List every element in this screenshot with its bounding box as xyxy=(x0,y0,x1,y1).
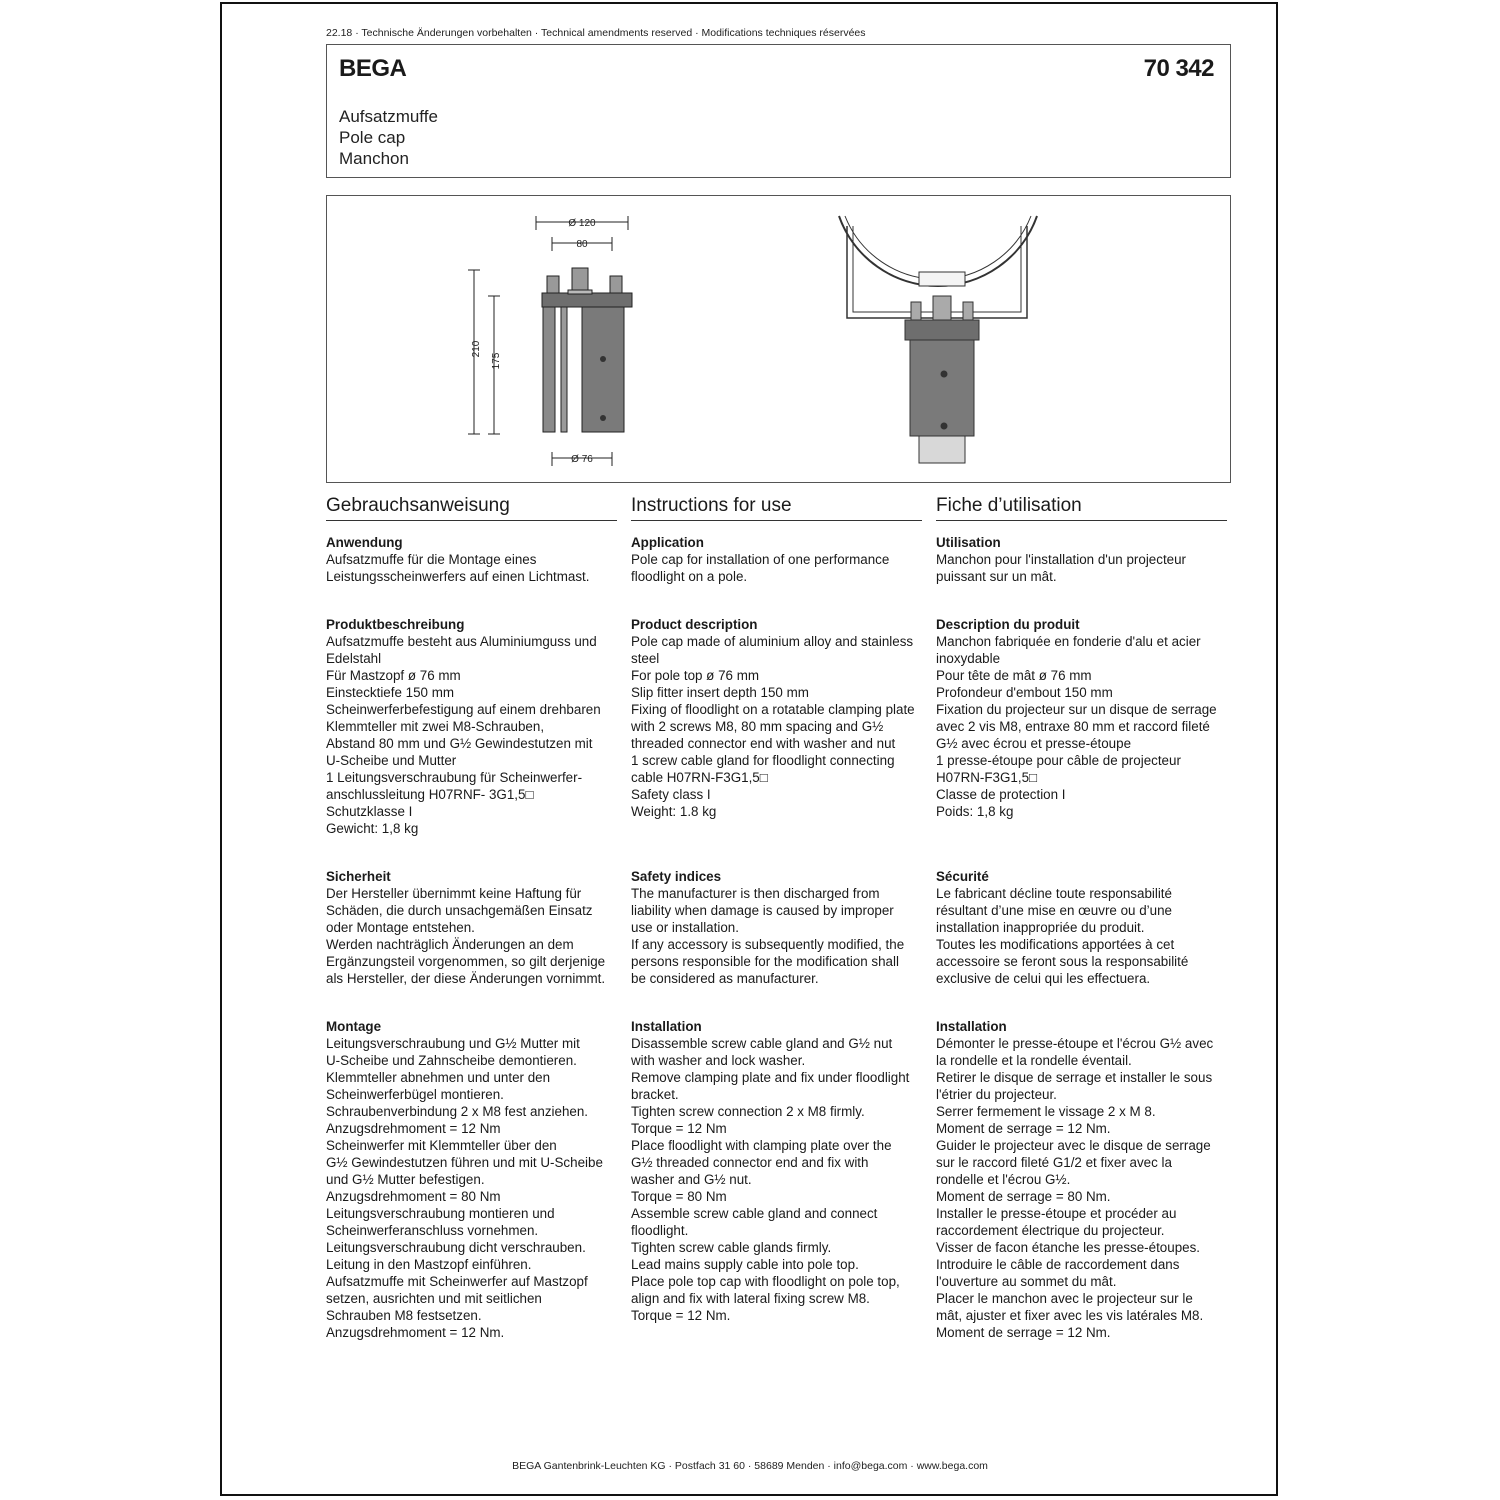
text-line: Klemmteller abnehmen und unter den xyxy=(326,1070,551,1085)
text-line: use or installation. xyxy=(631,920,739,935)
section-heading: Sicherheit xyxy=(326,869,391,884)
text-line: 1 Leitungsverschraubung für Scheinwerfer- xyxy=(326,770,583,785)
product-name-de: Aufsatzmuffe xyxy=(339,107,438,126)
text-line: Fixation du projecteur sur un disque de serrage xyxy=(936,702,1217,717)
section-fr-description xyxy=(936,616,1236,820)
text-line: U-Scheibe und Zahnscheibe demontieren. xyxy=(326,1053,577,1068)
section-en-safety-indices xyxy=(631,868,931,987)
text-line: l'étrier du projecteur. xyxy=(936,1087,1057,1102)
text-line: Torque = 80 Nm xyxy=(631,1189,727,1204)
section-de-anwendung xyxy=(326,534,626,585)
text-line: Profondeur d'embout 150 mm xyxy=(936,685,1113,700)
text-line: with washer and lock washer. xyxy=(631,1053,806,1068)
text-line: Serrer fermement le vissage 2 x M 8. xyxy=(936,1104,1156,1119)
section-fr-installation xyxy=(936,1018,1236,1341)
text-line: liability when damage is caused by improper xyxy=(631,903,894,918)
text-line: Visser de facon étanche les presse-étoupes. xyxy=(936,1240,1201,1255)
text-line: align and fix with lateral fixing screw M8. xyxy=(631,1291,870,1306)
text-line: Tighten screw cable glands firmly. xyxy=(631,1240,832,1255)
text-line: Démonter le presse-étoupe et l'écrou G½ avec xyxy=(936,1036,1214,1051)
section-en-application xyxy=(631,534,931,585)
section-heading: Utilisation xyxy=(936,535,1001,550)
text-line: Scheinwerferanschluss vornehmen. xyxy=(326,1223,539,1238)
dim-height-inner: 175 xyxy=(491,352,502,370)
text-line: sur le raccord fileté G1/2 et fixer avec la xyxy=(936,1155,1172,1170)
section-en-installation xyxy=(631,1018,931,1324)
text-line: Schäden, die durch unsachgemäßen Einsatz xyxy=(326,903,593,918)
text-line: Einstecktiefe 150 mm xyxy=(326,685,455,700)
section-heading: Safety indices xyxy=(631,869,722,884)
text-line: Manchon pour l'installation d'un projecteur xyxy=(936,552,1187,567)
section-heading: Product description xyxy=(631,617,758,632)
text-line: Scheinwerferbügel montieren. xyxy=(326,1087,504,1102)
text-line: Leitungsverschraubung und G½ Mutter mit xyxy=(326,1036,580,1051)
text-line: Remove clamping plate and fix under floodlight xyxy=(631,1070,910,1085)
text-line: Aufsatzmuffe besteht aus Aluminiumguss und xyxy=(326,634,597,649)
dim-bottom: Ø 76 xyxy=(571,454,593,465)
text-line: Schutzklasse I xyxy=(326,804,413,819)
text-line: résultant d’une mise en œuvre ou d’une xyxy=(936,903,1172,918)
text-line: Moment de serrage = 80 Nm. xyxy=(936,1189,1111,1204)
text-line: 1 screw cable gland for floodlight connecting xyxy=(631,753,895,768)
text-line: Classe de protection I xyxy=(936,787,1066,802)
text-line: Anzugsdrehmoment = 12 Nm xyxy=(326,1121,501,1136)
text-line: Poids: 1,8 kg xyxy=(936,804,1014,819)
text-line: Le fabricant décline toute responsabilité xyxy=(936,886,1172,901)
text-line: G½ avec écrou et presse-étoupe xyxy=(936,736,1132,751)
text-line: Edelstahl xyxy=(326,651,382,666)
column-title-de: Gebrauchsanweisung xyxy=(326,494,617,521)
text-line: anschlussleitung H07RNF- 3G1,5□ xyxy=(326,787,534,802)
section-heading: Produktbeschreibung xyxy=(326,617,465,632)
text-line: Der Hersteller übernimmt keine Haftung für xyxy=(326,886,582,901)
text-line: Tighten screw connection 2 x M8 firmly. xyxy=(631,1104,865,1119)
text-line: Pole cap for installation of one performance xyxy=(631,552,890,567)
text-line: Scheinwerferbefestigung auf einem drehbaren xyxy=(326,702,601,717)
section-fr-securite xyxy=(936,868,1236,987)
text-line: Leitung in den Mastzopf einführen. xyxy=(326,1257,532,1272)
text-line: l'ouverture au sommet du mât. xyxy=(936,1274,1117,1289)
text-line: G½ threaded connector end and fix with xyxy=(631,1155,869,1170)
text-line: Für Mastzopf ø 76 mm xyxy=(326,668,461,683)
text-line: Lead mains supply cable into pole top. xyxy=(631,1257,859,1272)
text-line: Ergänzungsteil vorgenommen, so gilt derjenige xyxy=(326,954,606,969)
text-line: Moment de serrage = 12 Nm. xyxy=(936,1325,1111,1340)
text-line: Leitungsverschraubung montieren und xyxy=(326,1206,555,1221)
text-line: inoxydable xyxy=(936,651,1001,666)
text-line: Retirer le disque de serrage et installer le sous xyxy=(936,1070,1213,1085)
text-line: Klemmteller mit zwei M8-Schrauben, xyxy=(326,719,545,734)
text-line: Fixing of floodlight on a rotatable clamping plate xyxy=(631,702,915,717)
text-line: Scheinwerfer mit Klemmteller über den xyxy=(326,1138,557,1153)
text-line: If any accessory is subsequently modified, the xyxy=(631,937,905,952)
column-title-fr: Fiche d’utilisation xyxy=(936,494,1227,521)
text-line: For pole top ø 76 mm xyxy=(631,668,760,683)
dimension-labels xyxy=(471,218,596,465)
text-line: floodlight on a pole. xyxy=(631,569,748,584)
text-line: G½ Gewindestutzen führen und mit U-Scheibe xyxy=(326,1155,603,1170)
text-line: installation inappropriée du produit. xyxy=(936,920,1145,935)
text-line: als Hersteller, der diese Änderungen vornimmt. xyxy=(326,971,606,986)
text-line: Introduire le câble de raccordement dans xyxy=(936,1257,1180,1272)
product-name-en: Pole cap xyxy=(339,128,406,147)
text-line: Slip fitter insert depth 150 mm xyxy=(631,685,809,700)
text-line: The manufacturer is then discharged from xyxy=(631,886,880,901)
column-german xyxy=(326,494,617,1340)
text-line: persons responsible for the modification shall xyxy=(631,954,899,969)
section-de-sicherheit xyxy=(326,868,626,987)
text-line: Pole cap made of aluminium alloy and stainless xyxy=(631,634,914,649)
text-line: U-Scheibe und Mutter xyxy=(326,753,457,768)
text-line: Schrauben M8 festsetzen. xyxy=(326,1308,482,1323)
assembly-drawing xyxy=(839,216,1037,463)
section-de-produktbeschreibung xyxy=(326,616,626,837)
text-line: Pour tête de mât ø 76 mm xyxy=(936,668,1092,683)
text-line: mât, ajuster et fixer avec les vis latérales M8. xyxy=(936,1308,1204,1323)
text-line: Place floodlight with clamping plate over the xyxy=(631,1138,892,1153)
text-line: la rondelle et la rondelle éventail. xyxy=(936,1053,1132,1068)
section-en-product-description xyxy=(631,616,931,820)
text-line: Weight: 1.8 kg xyxy=(631,804,717,819)
text-line: be considered as manufacturer. xyxy=(631,971,819,986)
text-line: washer and G½ nut. xyxy=(631,1172,752,1187)
text-line: Placer le manchon avec le projecteur sur le xyxy=(936,1291,1193,1306)
section-de-montage xyxy=(326,1018,626,1341)
text-line: H07RN-F3G1,5□ xyxy=(936,770,1038,785)
text-line: exclusive de celui qui les effectuera. xyxy=(936,971,1151,986)
text-line: Assemble screw cable gland and connect xyxy=(631,1206,878,1221)
text-line: oder Montage entstehen. xyxy=(326,920,475,935)
article-number: 70 342 xyxy=(1143,55,1214,82)
text-line: floodlight. xyxy=(631,1223,689,1238)
text-line: Moment de serrage = 12 Nm. xyxy=(936,1121,1111,1136)
brand-logo: BEGA xyxy=(339,55,407,82)
text-line: Schraubenverbindung 2 x M8 fest anziehen. xyxy=(326,1104,589,1119)
text-line: Leitungsverschraubung dicht verschrauben. xyxy=(326,1240,586,1255)
section-heading: Installation xyxy=(936,1019,1007,1034)
text-line: accessoire se feront sous la responsabilité xyxy=(936,954,1189,969)
section-heading: Description du produit xyxy=(936,617,1080,632)
column-french xyxy=(936,494,1227,1340)
text-line: Anzugsdrehmoment = 12 Nm. xyxy=(326,1325,505,1340)
text-line: Aufsatzmuffe für die Montage eines xyxy=(326,552,537,567)
text-line: steel xyxy=(631,651,660,666)
column-title-en: Instructions for use xyxy=(631,494,922,521)
text-line: cable H07RN-F3G1,5□ xyxy=(631,770,768,785)
text-line: Abstand 80 mm und G½ Gewindestutzen mit xyxy=(326,736,593,751)
section-heading: Montage xyxy=(326,1019,382,1034)
text-line: Torque = 12 Nm xyxy=(631,1121,727,1136)
product-name-fr: Manchon xyxy=(339,149,409,168)
text-line: Torque = 12 Nm. xyxy=(631,1308,731,1323)
text-line: raccordement électrique du projecteur. xyxy=(936,1223,1165,1238)
section-heading: Anwendung xyxy=(326,535,403,550)
text-line: und G½ Mutter befestigen. xyxy=(326,1172,485,1187)
technical-drawing xyxy=(327,196,1232,484)
text-line: Werden nachträglich Änderungen an dem xyxy=(326,937,574,952)
drawing-box xyxy=(326,195,1231,483)
text-line: rondelle et l'écrou G½. xyxy=(936,1172,1071,1187)
revision-note: 22.18 · Technische Änderungen vorbehalten · Technical amendments reserved · Modifications techniques réservées xyxy=(326,27,866,39)
column-english xyxy=(631,494,922,1323)
dim-height-total: 210 xyxy=(471,340,482,358)
section-heading: Sécurité xyxy=(936,869,989,884)
text-line: Disassemble screw cable gland and G½ nut xyxy=(631,1036,893,1051)
text-line: 1 presse-étoupe pour câble de projecteur xyxy=(936,753,1181,768)
dim-top-outer: Ø 120 xyxy=(568,218,596,229)
text-line: Manchon fabriquée en fonderie d'alu et acier xyxy=(936,634,1201,649)
text-line: avec 2 vis M8, entraxe 80 mm et raccord fileté xyxy=(936,719,1210,734)
product-names xyxy=(339,106,438,169)
text-line: Installer le presse-étoupe et procéder au xyxy=(936,1206,1177,1221)
text-line: Place pole top cap with floodlight on pole top, xyxy=(631,1274,900,1289)
text-line: Guider le projecteur avec le disque de serrage xyxy=(936,1138,1211,1153)
text-line: Safety class I xyxy=(631,787,711,802)
text-line: with 2 screws M8, 80 mm spacing and G½ xyxy=(631,719,884,734)
section-heading: Installation xyxy=(631,1019,702,1034)
dim-top-inner: 80 xyxy=(576,239,588,250)
text-line: bracket. xyxy=(631,1087,679,1102)
text-line: Leistungsscheinwerfers auf einen Lichtmast. xyxy=(326,569,590,584)
text-line: setzen, ausrichten und mit seitlichen xyxy=(326,1291,542,1306)
text-line: Gewicht: 1,8 kg xyxy=(326,821,419,836)
header-box xyxy=(326,44,1231,178)
text-line: threaded connector end with washer and nut xyxy=(631,736,896,751)
section-heading: Application xyxy=(631,535,704,550)
text-line: Aufsatzmuffe mit Scheinwerfer auf Mastzopf xyxy=(326,1274,588,1289)
text-line: puissant sur un mât. xyxy=(936,569,1057,584)
pole-cap-section xyxy=(542,268,632,432)
text-line: Toutes les modifications apportées à cet xyxy=(936,937,1175,952)
text-line: Anzugsdrehmoment = 80 Nm xyxy=(326,1189,501,1204)
footer-address: BEGA Gantenbrink-Leuchten KG · Postfach 31 60 · 58689 Menden · info@bega.com · www.bega.com xyxy=(512,1460,988,1472)
section-fr-utilisation xyxy=(936,534,1236,585)
